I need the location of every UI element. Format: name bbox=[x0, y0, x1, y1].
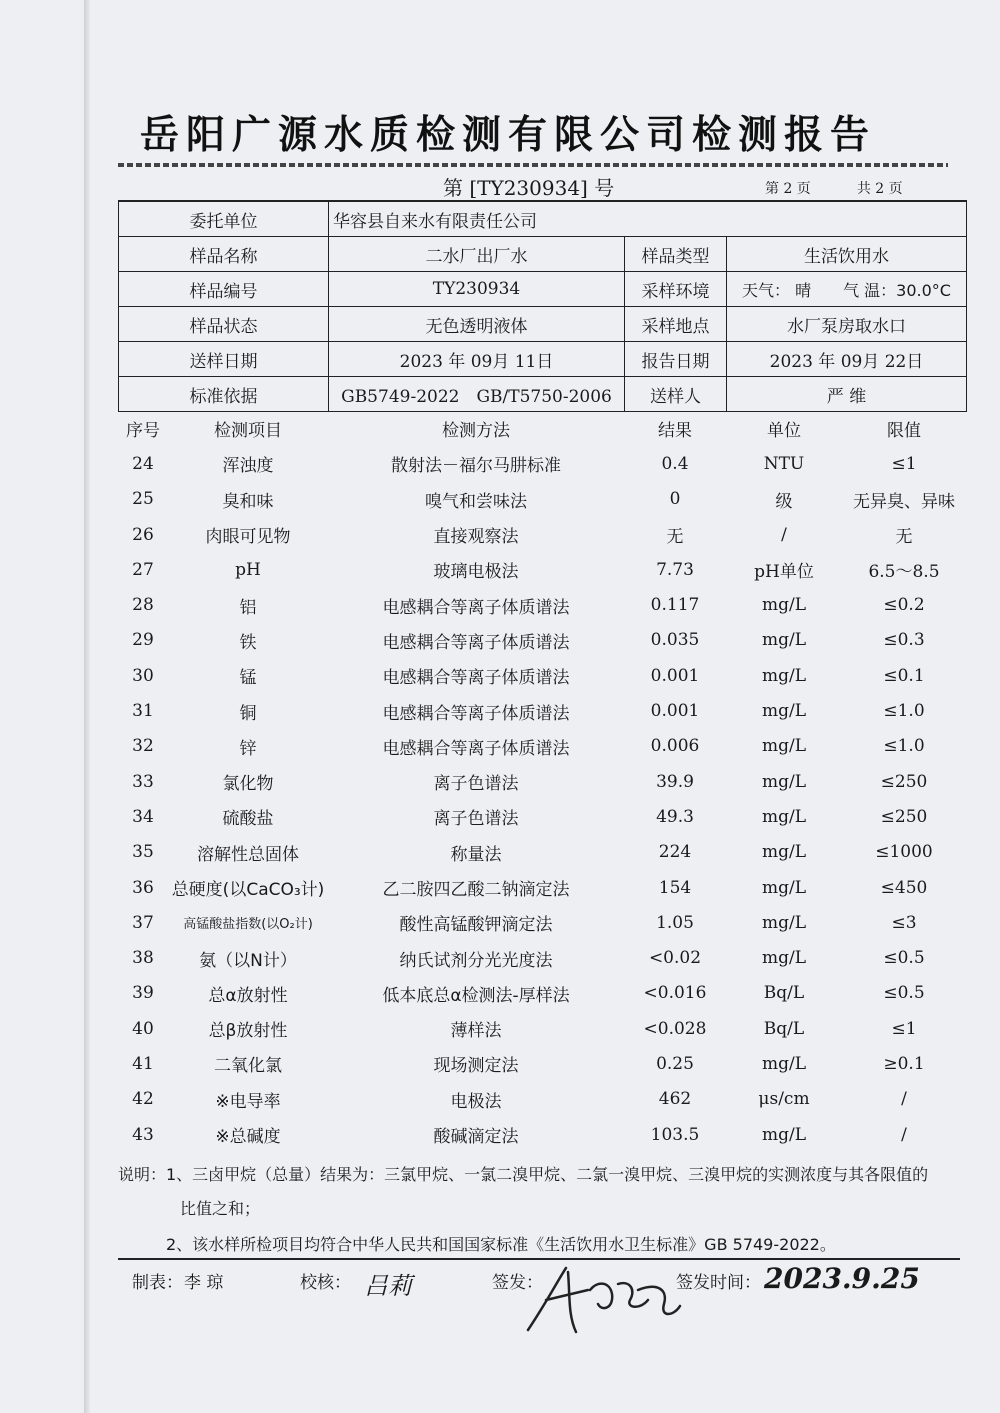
send-date-label: 送样日期 bbox=[119, 342, 329, 377]
sample-info-table bbox=[118, 200, 967, 412]
sample-name-value: 二水厂出厂水 bbox=[329, 237, 625, 272]
row-unit: mg/L bbox=[761, 806, 807, 827]
row-item: 高锰酸盐指数(以O₂计) bbox=[183, 917, 313, 933]
row-unit: mg/L bbox=[761, 630, 807, 651]
row-no: 37 bbox=[132, 912, 154, 933]
page-total: 共 2 页 bbox=[856, 181, 903, 197]
info-row-client bbox=[119, 201, 967, 237]
row-limit: ≤450 bbox=[880, 877, 928, 898]
table-row bbox=[118, 940, 966, 975]
row-method: 嗅气和尝味法 bbox=[425, 491, 527, 512]
standard-value: GB5749-2022 GB/T5750-2006 bbox=[329, 377, 625, 412]
row-unit: NTU bbox=[763, 453, 805, 474]
env-label: 采样环境 bbox=[625, 272, 727, 307]
row-method: 电感耦合等离子体质谱法 bbox=[382, 738, 570, 759]
row-result: 0.006 bbox=[650, 736, 700, 757]
row-result: 0 bbox=[669, 489, 681, 510]
table-row bbox=[118, 976, 966, 1011]
send-date-value: 2023 年 09月 11日 bbox=[329, 342, 625, 377]
table-row bbox=[118, 517, 966, 552]
row-no: 26 bbox=[132, 524, 154, 545]
row-result: 0.4 bbox=[661, 453, 689, 474]
row-no: 35 bbox=[132, 842, 154, 863]
table-row bbox=[118, 693, 966, 728]
state-value: 无色透明液体 bbox=[329, 307, 625, 342]
row-method: 电感耦合等离子体质谱法 bbox=[382, 632, 570, 653]
sample-no-label: 样品编号 bbox=[119, 272, 329, 307]
row-item: 锰 bbox=[239, 668, 257, 689]
row-no: 29 bbox=[132, 630, 154, 651]
row-result: 1.05 bbox=[656, 912, 694, 933]
env-value: 天气： 晴 气 温：30.0°C bbox=[727, 272, 967, 307]
report-title: 岳阳广源水质检测有限公司检测报告 bbox=[140, 113, 877, 158]
checked-by-signature: 吕莉 bbox=[364, 1272, 412, 1300]
table-row bbox=[118, 482, 966, 517]
row-limit: ≤0.3 bbox=[883, 630, 925, 651]
row-unit: mg/L bbox=[761, 1053, 807, 1074]
row-item: 铜 bbox=[239, 703, 257, 724]
row-limit: ≤0.2 bbox=[883, 595, 925, 616]
row-method: 酸碱滴定法 bbox=[433, 1127, 519, 1148]
row-result: 0.25 bbox=[656, 1053, 694, 1074]
issuer-signature bbox=[518, 1260, 698, 1340]
row-limit: ≤1 bbox=[891, 453, 917, 474]
row-no: 24 bbox=[132, 453, 154, 474]
col-header-limit: 限值 bbox=[887, 421, 921, 442]
col-header-result: 结果 bbox=[658, 421, 692, 442]
row-unit: mg/L bbox=[761, 842, 807, 863]
row-no: 42 bbox=[132, 1089, 154, 1110]
row-result: 103.5 bbox=[650, 1124, 700, 1145]
table-row bbox=[118, 1046, 966, 1081]
row-method: 酸性高锰酸钾滴定法 bbox=[399, 915, 553, 936]
row-unit: mg/L bbox=[761, 736, 807, 757]
row-method: 低本底总α检测法-厚样法 bbox=[382, 985, 570, 1006]
row-result: 无 bbox=[666, 527, 684, 548]
table-row bbox=[118, 870, 966, 905]
row-unit: / bbox=[781, 524, 787, 545]
row-item: 浑浊度 bbox=[222, 456, 274, 477]
row-result: 0.035 bbox=[650, 630, 700, 651]
row-unit: pH单位 bbox=[754, 562, 814, 583]
state-label: 样品状态 bbox=[119, 307, 329, 342]
sample-no-value: TY230934 bbox=[329, 272, 625, 307]
row-result: <0.02 bbox=[648, 948, 702, 969]
row-no: 38 bbox=[132, 948, 154, 969]
col-header-no: 序号 bbox=[126, 421, 160, 442]
row-item: ※电导率 bbox=[215, 1091, 281, 1112]
row-result: 49.3 bbox=[656, 806, 694, 827]
row-item: 铝 bbox=[239, 597, 257, 618]
row-limit: ≤3 bbox=[891, 912, 917, 933]
row-unit: mg/L bbox=[761, 595, 807, 616]
row-no: 33 bbox=[132, 771, 154, 792]
row-unit: Bq/L bbox=[763, 1018, 805, 1039]
location-value: 水厂泵房取水口 bbox=[727, 307, 967, 342]
row-unit: mg/L bbox=[761, 665, 807, 686]
report-date-label: 报告日期 bbox=[625, 342, 727, 377]
info-row-sample-no bbox=[119, 272, 967, 307]
page-info bbox=[765, 178, 911, 198]
sample-type-label: 样品类型 bbox=[625, 237, 727, 272]
row-result: 224 bbox=[658, 842, 692, 863]
table-row bbox=[118, 623, 966, 658]
table-row bbox=[118, 905, 966, 940]
row-unit: mg/L bbox=[761, 771, 807, 792]
row-limit: / bbox=[901, 1089, 907, 1110]
row-item: ※总碱度 bbox=[215, 1127, 281, 1148]
row-result: 0.001 bbox=[650, 665, 700, 686]
table-row bbox=[118, 552, 966, 587]
row-no: 43 bbox=[132, 1124, 154, 1145]
info-row-sample-name bbox=[119, 237, 967, 272]
row-item: 臭和味 bbox=[222, 491, 274, 512]
table-row bbox=[118, 835, 966, 870]
row-unit: mg/L bbox=[761, 948, 807, 969]
row-item: 锌 bbox=[239, 738, 257, 759]
row-limit: ≤0.1 bbox=[883, 665, 925, 686]
row-result: 0.117 bbox=[650, 595, 700, 616]
row-limit: 无 bbox=[895, 527, 913, 548]
row-method: 称量法 bbox=[450, 844, 502, 865]
issue-time-label: 签发时间： bbox=[676, 1273, 761, 1293]
row-no: 25 bbox=[132, 489, 154, 510]
issued-label: 签发： bbox=[492, 1273, 543, 1293]
row-limit: ≤250 bbox=[880, 806, 928, 827]
page-current: 第 2 页 bbox=[765, 181, 811, 197]
sample-name-label: 样品名称 bbox=[119, 237, 329, 272]
row-limit: ≤1.0 bbox=[883, 701, 925, 722]
info-row-state bbox=[119, 307, 967, 342]
row-method: 离子色谱法 bbox=[433, 809, 519, 830]
note-2: 2、该水样所检项目均符合中华人民共和国国家标准《生活饮用水卫生标准》GB 5749-2022。 bbox=[166, 1235, 836, 1254]
row-no: 27 bbox=[132, 559, 154, 580]
row-result: 462 bbox=[658, 1089, 692, 1110]
row-unit: 级 bbox=[775, 491, 793, 512]
row-limit: ≥0.1 bbox=[883, 1053, 925, 1074]
row-limit: ≤1.0 bbox=[883, 736, 925, 757]
row-no: 32 bbox=[132, 736, 154, 757]
table-row bbox=[118, 446, 966, 481]
table-row bbox=[118, 658, 966, 693]
row-result: <0.028 bbox=[643, 1018, 707, 1039]
row-no: 30 bbox=[132, 665, 154, 686]
row-limit: 6.5～8.5 bbox=[868, 562, 940, 583]
notes bbox=[118, 1158, 968, 1262]
col-header-method: 检测方法 bbox=[442, 421, 510, 442]
row-result: 7.73 bbox=[656, 559, 694, 580]
row-result: <0.016 bbox=[643, 983, 707, 1004]
issue-time-handwritten: 2023.9.25 bbox=[764, 1262, 920, 1295]
standard-label: 标准依据 bbox=[119, 377, 329, 412]
row-method: 电感耦合等离子体质谱法 bbox=[382, 703, 570, 724]
row-method: 薄样法 bbox=[450, 1021, 502, 1042]
client-value: 华容县自来水有限责任公司 bbox=[329, 201, 967, 237]
sample-type-value: 生活饮用水 bbox=[727, 237, 967, 272]
sender-value: 严 维 bbox=[727, 377, 967, 412]
checked-label: 校核： bbox=[300, 1273, 351, 1293]
row-item: 氯化物 bbox=[222, 774, 274, 795]
table-row bbox=[118, 799, 966, 834]
row-item: 铁 bbox=[239, 632, 257, 653]
report-date-value: 2023 年 09月 22日 bbox=[727, 342, 967, 377]
sender-label: 送样人 bbox=[625, 377, 727, 412]
prepared-by: 李 琼 bbox=[184, 1273, 224, 1293]
row-no: 39 bbox=[132, 983, 154, 1004]
report-number: 第 [TY230934] 号 bbox=[443, 176, 615, 200]
col-header-item: 检测项目 bbox=[214, 421, 282, 442]
row-method: 纳氏试剂分光光度法 bbox=[399, 950, 553, 971]
row-result: 0.001 bbox=[650, 701, 700, 722]
results-header-row bbox=[118, 411, 966, 446]
row-unit: Bq/L bbox=[763, 983, 805, 1004]
row-no: 40 bbox=[132, 1018, 154, 1039]
row-item: 总β放射性 bbox=[208, 1021, 288, 1042]
row-item: pH bbox=[235, 559, 261, 580]
row-method: 玻璃电极法 bbox=[433, 562, 519, 583]
row-item: 总α放射性 bbox=[208, 985, 288, 1006]
row-no: 34 bbox=[132, 806, 154, 827]
row-limit: ≤250 bbox=[880, 771, 928, 792]
row-method: 现场测定法 bbox=[433, 1056, 519, 1077]
note-1: 说明：1、三卤甲烷（总量）结果为：三氯甲烷、一氯二溴甲烷、二氯一溴甲烷、三溴甲烷的实测浓度与其各限值的 bbox=[118, 1165, 929, 1184]
col-header-unit: 单位 bbox=[767, 421, 801, 442]
row-limit: ≤0.5 bbox=[883, 983, 925, 1004]
location-label: 采样地点 bbox=[625, 307, 727, 342]
row-result: 39.9 bbox=[656, 771, 694, 792]
note-1-continued: 比值之和； bbox=[180, 1199, 261, 1218]
row-item: 总硬度(以CaCO₃计) bbox=[171, 880, 325, 900]
row-method: 电感耦合等离子体质谱法 bbox=[382, 597, 570, 618]
row-result: 154 bbox=[658, 877, 692, 898]
row-method: 散射法－福尔马肼标准 bbox=[391, 456, 561, 477]
row-no: 41 bbox=[132, 1053, 154, 1074]
row-method: 电感耦合等离子体质谱法 bbox=[382, 668, 570, 689]
row-item: 硫酸盐 bbox=[222, 809, 274, 830]
row-limit: ≤1000 bbox=[875, 842, 933, 863]
row-limit: 无异臭、异味 bbox=[853, 491, 955, 512]
table-row bbox=[118, 1011, 966, 1046]
client-label: 委托单位 bbox=[119, 201, 329, 237]
row-limit: ≤0.5 bbox=[883, 948, 925, 969]
row-item: 溶解性总固体 bbox=[197, 844, 299, 865]
row-unit: mg/L bbox=[761, 877, 807, 898]
row-unit: mg/L bbox=[761, 912, 807, 933]
row-unit: mg/L bbox=[761, 701, 807, 722]
row-limit: / bbox=[901, 1124, 907, 1145]
info-row-dates bbox=[119, 342, 967, 377]
title-rule bbox=[118, 163, 948, 167]
row-method: 电极法 bbox=[450, 1091, 502, 1112]
row-unit: μs/cm bbox=[758, 1089, 810, 1110]
row-no: 31 bbox=[132, 701, 154, 722]
row-limit: ≤1 bbox=[891, 1018, 917, 1039]
table-row bbox=[118, 1082, 966, 1117]
row-item: 氨（以N计） bbox=[199, 950, 297, 971]
binding-shadow bbox=[84, 0, 90, 1413]
table-row bbox=[118, 1117, 966, 1152]
row-item: 二氧化氯 bbox=[214, 1056, 282, 1077]
row-unit: mg/L bbox=[761, 1124, 807, 1145]
signature-footer bbox=[118, 1262, 968, 1336]
row-method: 乙二胺四乙酸二钠滴定法 bbox=[382, 880, 570, 900]
info-row-standard bbox=[119, 377, 967, 412]
row-no: 28 bbox=[132, 595, 154, 616]
row-no: 36 bbox=[132, 877, 154, 898]
table-row bbox=[118, 764, 966, 799]
row-method: 直接观察法 bbox=[433, 527, 519, 548]
row-method: 离子色谱法 bbox=[433, 774, 519, 795]
table-row bbox=[118, 587, 966, 622]
results-table bbox=[118, 411, 966, 1152]
row-item: 肉眼可见物 bbox=[205, 527, 291, 548]
table-row bbox=[118, 729, 966, 764]
prepared-label: 制表： bbox=[132, 1273, 183, 1293]
